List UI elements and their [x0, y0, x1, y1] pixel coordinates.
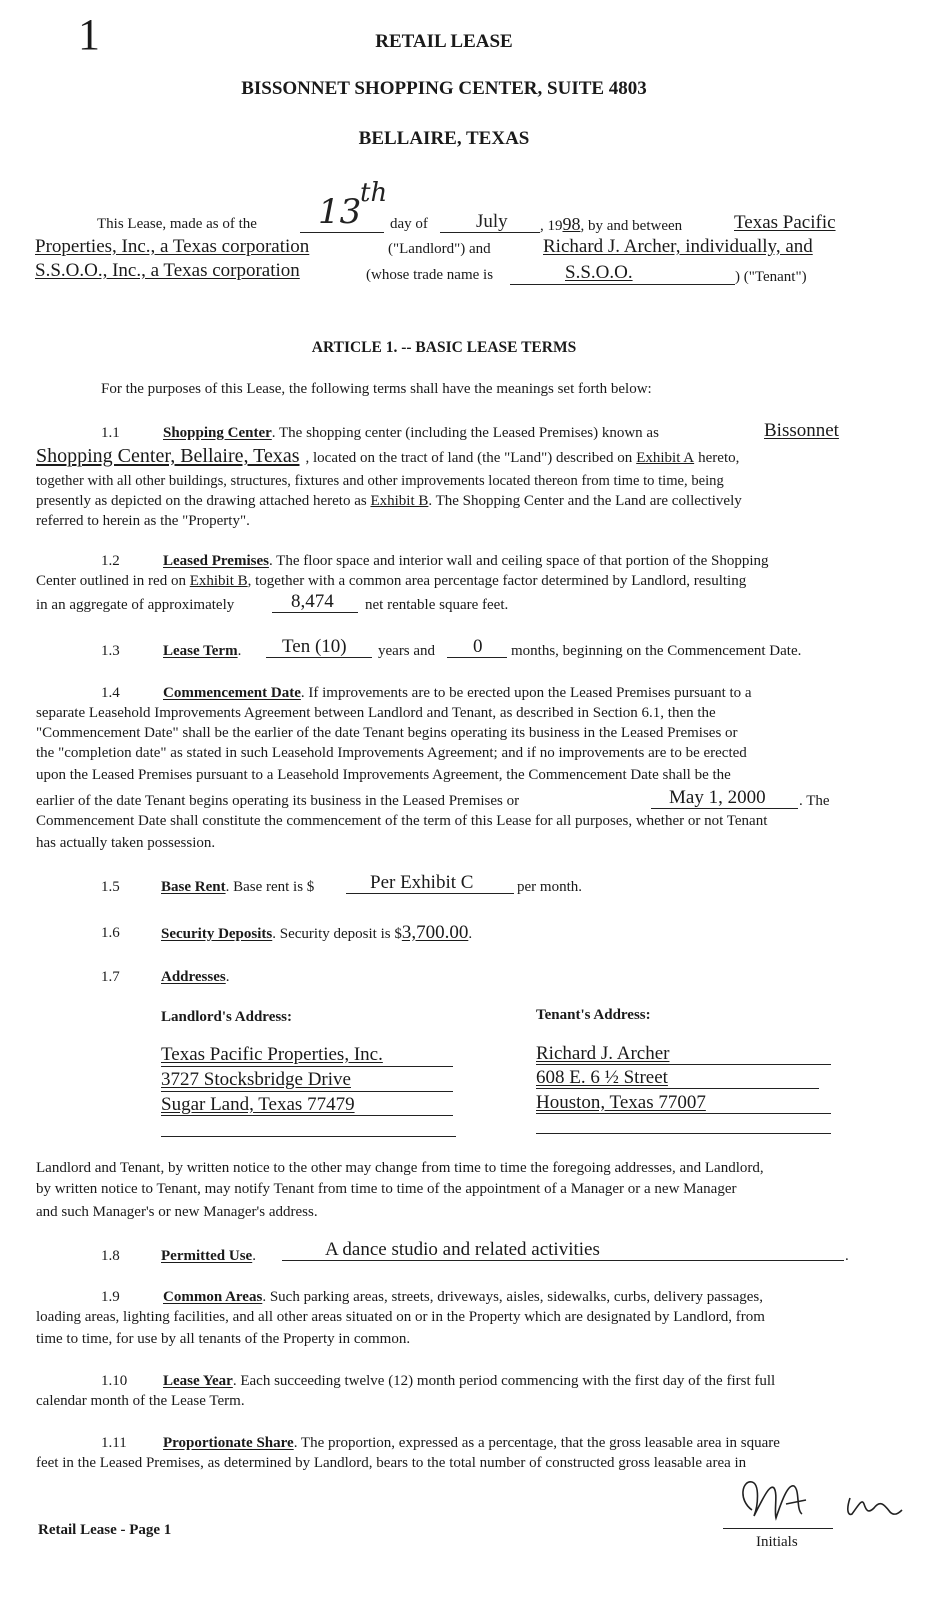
section-1-7-title-wrap [161, 968, 229, 986]
preamble-line-1b [390, 215, 428, 233]
section-1-2-line-1 [163, 552, 769, 570]
section-1-2-title: Leased Premises [163, 553, 269, 569]
section-1-10-title: Lease Year [163, 1373, 233, 1389]
tenant-address-line-1: Richard J. Archer [536, 1043, 670, 1064]
exhibit-a-ref: Exhibit A [636, 450, 695, 466]
section-1-9-text-1: . Such parking areas, streets, driveways, aisles, sidewalks, curbs, delivery passages, [262, 1289, 764, 1305]
landlord-address-underline-4 [161, 1136, 456, 1137]
section-1-8-title-wrap [161, 1247, 256, 1265]
section-1-10-text-1: . Each succeeding twelve (12) month period commencing with the first day of the first full [232, 1373, 776, 1389]
section-1-11-number: 1.11 [101, 1435, 127, 1451]
section-1-6-line [161, 924, 472, 943]
landlord-address-line-3: Sugar Land, Texas 77479 [161, 1094, 355, 1115]
shopping-center-name-2: Shopping Center, Bellaire, Texas [36, 445, 300, 467]
month-field: July [476, 211, 508, 232]
section-1-3-title-wrap [163, 642, 241, 660]
section-1-1-line-4 [36, 492, 742, 510]
section-1-3-title: Lease Term [163, 643, 238, 659]
section-1-5-text-a: . Base rent is $ [225, 879, 315, 895]
section-1-2-line-3: in an aggregate of approximately [36, 597, 235, 613]
section-1-4-line-6b: . The [799, 793, 830, 809]
notice-line-2: by written notice to Tenant, may notify Tenant from time to time of the appointment of a Manager or a new Manager [36, 1181, 737, 1197]
permitted-use-field: A dance studio and related activities [325, 1239, 600, 1260]
section-1-6-text-a: . Security deposit is $ [272, 926, 402, 942]
base-rent-underline [346, 893, 514, 894]
section-1-2-line-2 [36, 572, 746, 590]
preamble-text-d: , by and between [580, 218, 683, 234]
commencement-date-field: May 1, 2000 [669, 787, 766, 808]
section-1-1-line-5: referred to herein as the "Property". [36, 513, 250, 529]
section-1-9-line-3: time to time, for use by all tenants of the Property in common. [36, 1331, 411, 1347]
section-1-4-number: 1.4 [101, 685, 120, 701]
section-1-6-number: 1.6 [101, 925, 120, 941]
section-1-4-title: Commencement Date [163, 685, 301, 701]
section-1-7-dot: . [225, 969, 230, 985]
tenant-address-underline-3 [536, 1113, 831, 1114]
section-1-1-number: 1.1 [101, 425, 120, 441]
section-1-11-title: Proportionate Share [163, 1435, 294, 1451]
square-feet-field: 8,474 [291, 591, 334, 612]
section-1-1-line-1 [101, 424, 120, 442]
section-1-8-title: Permitted Use [161, 1248, 253, 1264]
section-1-5-text-b: per month. [517, 879, 582, 895]
section-1-4-line-8: has actually taken possession. [36, 835, 216, 851]
tenant-name-part2: S.S.O.O., Inc., a Texas corporation [35, 260, 300, 281]
section-1-9-number: 1.9 [101, 1289, 120, 1305]
section-1-2-number: 1.2 [101, 553, 120, 569]
section-1-9-line-2: loading areas, lighting facilities, and all other areas situated on or in the Property which are designated by Landlord, from [36, 1309, 765, 1325]
year-field: 98 [562, 214, 581, 234]
security-deposit-field: 3,700.00 [401, 922, 469, 943]
month-underline [440, 232, 540, 233]
article-1-heading: ARTICLE 1. -- BASIC LEASE TERMS [311, 339, 577, 356]
landlord-address-heading: Landlord's Address: [161, 1009, 293, 1025]
tenant-address-underline-2 [536, 1088, 819, 1089]
section-1-3-text-a: years and [378, 643, 436, 659]
section-1-3-dot: . [237, 643, 242, 659]
exhibit-b-ref: Exhibit B [370, 493, 429, 509]
shopping-center-name-1: Bissonnet [764, 420, 839, 441]
section-1-2-line-3b: net rentable square feet. [365, 597, 509, 613]
section-1-1-line-1b [163, 424, 659, 442]
initials-signature [730, 1470, 930, 1540]
page-number: 1 [78, 10, 100, 59]
notice-line-3: and such Manager's or new Manager's address. [36, 1204, 318, 1220]
section-1-11-line-1 [163, 1434, 780, 1452]
day-suffix: th [360, 178, 388, 208]
tenant-address-underline-4 [536, 1133, 831, 1134]
landlord-name-part1: Texas Pacific [734, 212, 836, 233]
section-1-10-line-1 [163, 1372, 775, 1390]
preamble-line-1 [97, 215, 257, 233]
preamble-line-1c [540, 215, 682, 235]
section-1-8-dot: . [252, 1248, 256, 1264]
tenant-address-underline-1 [536, 1064, 831, 1065]
initials-label: Initials [756, 1534, 798, 1550]
section-1-11-line-2: feet in the Leased Premises, as determined by Landlord, bears to the total number of constructed gross leasable area in [36, 1455, 747, 1471]
permitted-use-underline [282, 1260, 844, 1261]
section-1-4-line-1 [163, 684, 752, 702]
day-field: 13 [318, 192, 362, 232]
section-1-10-line-2: calendar month of the Lease Term. [36, 1393, 245, 1409]
section-1-8-number: 1.8 [101, 1248, 120, 1264]
article-1-intro: For the purposes of this Lease, the following terms shall have the meanings set forth below: [101, 381, 652, 397]
section-1-6-text-b: . [468, 926, 473, 942]
section-1-4-line-3: "Commencement Date" shall be the earlier of the date Tenant begins operating its business in the Leased Premises or [36, 725, 738, 741]
section-1-5-line [161, 878, 314, 896]
landlord-address-underline-2 [161, 1091, 453, 1092]
section-1-4-line-5: upon the Leased Premises pursuant to a Leasehold Improvements Agreement, the Commencement Date shall be the [36, 767, 731, 783]
lease-term-months-field: 0 [473, 636, 483, 657]
lease-term-years-underline [266, 657, 372, 658]
section-1-4-line-4: the "completion date" as stated in such Leasehold Improvements Agreement; and if no improvements are to be erected [36, 745, 747, 761]
section-1-6-title: Security Deposits [161, 926, 273, 942]
lease-term-years-field: Ten (10) [282, 636, 347, 657]
landlord-address-underline-1 [161, 1066, 453, 1067]
section-1-5-title: Base Rent [161, 879, 226, 895]
document-title: RETAIL LEASE [375, 31, 513, 52]
landlord-name-part2: Properties, Inc., a Texas corporation [35, 236, 310, 257]
section-1-1-text-1: . The shopping center (including the Leased Premises) known as [271, 425, 659, 441]
preamble-landlord-label: ("Landlord") and [388, 241, 491, 257]
section-1-4-line-7: Commencement Date shall constitute the commencement of the term of this Lease for all purposes, whether or not Tenant [36, 813, 768, 829]
landlord-address-line-1: Texas Pacific Properties, Inc. [161, 1044, 383, 1065]
preamble-trade-name-label: (whose trade name is [366, 267, 494, 283]
notice-line-1: Landlord and Tenant, by written notice to the other may change from time to time the foregoing addresses, and Landlord, [36, 1160, 764, 1176]
section-1-1-text-2b: hereto, [698, 450, 740, 466]
section-1-3-number: 1.3 [101, 643, 120, 659]
section-1-9-line-1 [163, 1288, 763, 1306]
section-1-4-line-2: separate Leasehold Improvements Agreement between Landlord and Tenant, as described in Section 6.1, then the [36, 705, 716, 721]
footer-page-label: Retail Lease - Page 1 [38, 1522, 172, 1538]
section-1-1-text-2a: , located on the tract of land (the "Land") described on [305, 450, 633, 466]
section-1-1-text-4a: presently as depicted on the drawing attached hereto as [36, 493, 367, 509]
section-1-7-number: 1.7 [101, 969, 120, 985]
square-feet-underline [272, 612, 358, 613]
section-1-1-text-4b: . The Shopping Center and the Land are collectively [428, 493, 742, 509]
tenant-address-line-3: Houston, Texas 77007 [536, 1092, 706, 1113]
tenant-address-line-2: 608 E. 6 ½ Street [536, 1067, 668, 1088]
base-rent-field: Per Exhibit C [370, 872, 474, 893]
section-1-2-text-2b: , together with a common area percentage factor determined by Landlord, resulting [247, 573, 747, 589]
tenant-address-heading: Tenant's Address: [536, 1007, 651, 1023]
section-1-1-line-3: together with all other buildings, structures, fixtures and other improvements located thereon from time to time, being [36, 473, 724, 489]
day-underline [300, 232, 384, 233]
preamble-text-a: This Lease, made as of the [97, 216, 257, 232]
section-1-4-text-1: . If improvements are to be erected upon the Leased Premises pursuant to a [300, 685, 752, 701]
section-1-7-title: Addresses [161, 969, 226, 985]
document-subtitle-center: BISSONNET SHOPPING CENTER, SUITE 4803 [241, 78, 647, 99]
initials-line [723, 1528, 833, 1529]
section-1-2-text-1: . The floor space and interior wall and ceiling space of that portion of the Shopping [268, 553, 769, 569]
section-1-9-title: Common Areas [163, 1289, 263, 1305]
section-1-8-end: . [845, 1248, 849, 1264]
section-1-10-number: 1.10 [101, 1373, 128, 1389]
section-1-3-text-b: months, beginning on the Commencement Date. [511, 643, 802, 659]
section-1-2-text-2a: Center outlined in red on [36, 573, 186, 589]
section-1-1-line-2 [36, 447, 739, 467]
section-1-4-line-6: earlier of the date Tenant begins operating its business in the Leased Premises or [36, 793, 520, 809]
trade-name-underline [510, 284, 735, 285]
document-subtitle-location: BELLAIRE, TEXAS [358, 128, 530, 149]
section-1-5-number: 1.5 [101, 879, 120, 895]
section-1-1-title: Shopping Center [163, 425, 272, 441]
preamble-text-b: day of [390, 216, 428, 232]
exhibit-b-ref-2: Exhibit B [189, 573, 248, 589]
landlord-address-underline-3 [161, 1115, 453, 1116]
section-1-11-text-1: . The proportion, expressed as a percentage, that the gross leasable area in square [293, 1435, 780, 1451]
landlord-address-line-2: 3727 Stocksbridge Drive [161, 1069, 351, 1090]
preamble-text-c: , 19 [540, 218, 563, 234]
trade-name-field: S.S.O.O. [565, 262, 633, 283]
commencement-date-underline [651, 808, 798, 809]
lease-term-months-underline [447, 657, 507, 658]
preamble-tenant-label: ) ("Tenant") [735, 269, 807, 285]
tenant-name-part1: Richard J. Archer, individually, and [543, 236, 813, 257]
